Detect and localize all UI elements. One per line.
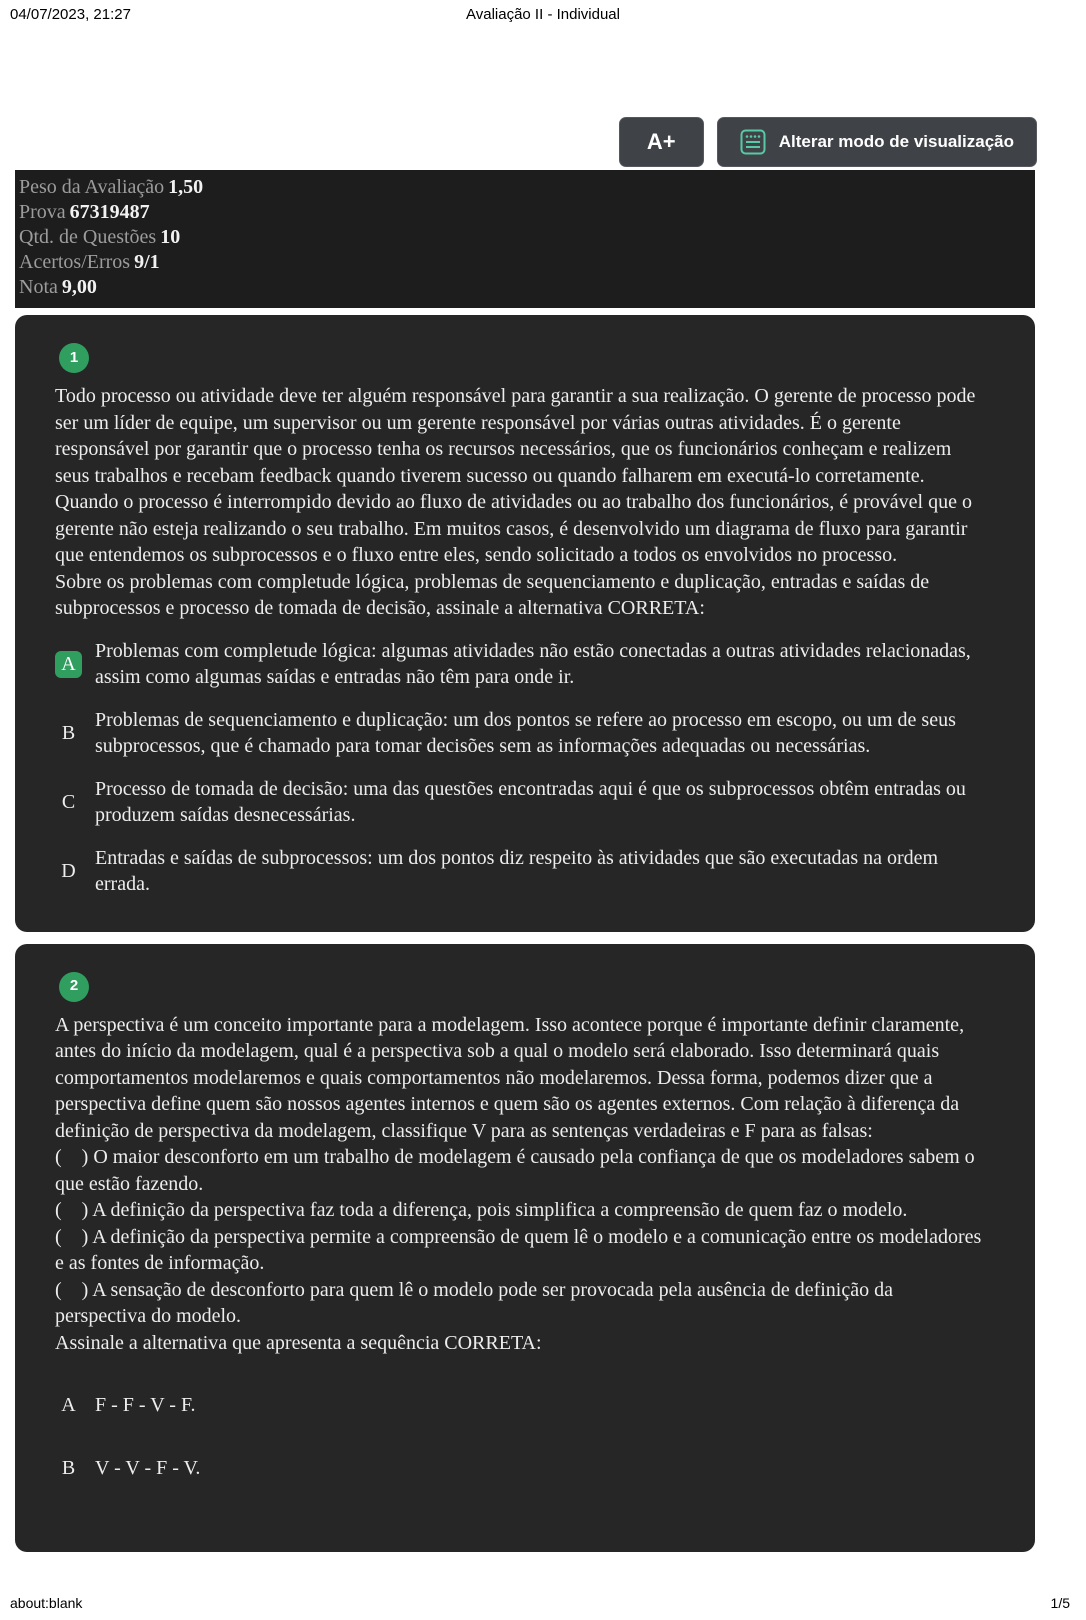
meta-hits-errors: Acertos/Erros 9/1 bbox=[19, 251, 160, 273]
reader-view-icon bbox=[740, 129, 766, 155]
option-letter: C bbox=[61, 790, 76, 813]
vf-statement-4: ( ) A sensação de desconforto para quem lê o modelo pode ser provocada pela ausência de definição da perspectiva do modelo. bbox=[55, 1278, 898, 1327]
answer-option-a[interactable] bbox=[55, 1392, 989, 1419]
answer-option-d[interactable] bbox=[55, 845, 989, 898]
vf-statement-2: ( ) A definição da perspectiva faz toda a diferença, pois simplifica a compreensão de quem faz o modelo. bbox=[55, 1199, 908, 1221]
exam-meta-panel bbox=[15, 170, 1035, 308]
vf-statement-1: ( ) O maior desconforto em um trabalho de modelagem é causado pela confiança de que os modeladores sabem o que estão fazendo. bbox=[55, 1146, 980, 1195]
question-number-badge: 1 bbox=[59, 343, 89, 373]
option-letter: B bbox=[61, 721, 76, 744]
page-number: 1/5 bbox=[1050, 1595, 1070, 1611]
option-letter: A bbox=[55, 651, 82, 678]
option-letter: B bbox=[61, 1457, 76, 1480]
option-text: Problemas de sequenciamento e duplicação: um dos pontos se refere ao processo em escopo, ou um de seus subprocessos, que é chamado para tomar decisões sem as informações adequadas ou necessárias. bbox=[95, 708, 956, 757]
print-footer bbox=[0, 1586, 1086, 1620]
option-text: F - F - V - F. bbox=[95, 1394, 196, 1417]
vf-statement-3: ( ) A definição da perspectiva permite a compreensão de quem lê o modelo e a comunicação entre os modeladores e as fontes de informação. bbox=[55, 1225, 987, 1274]
meta-question-count: Qtd. de Questões 10 bbox=[19, 226, 181, 248]
meta-grade: Nota 9,00 bbox=[19, 276, 97, 298]
font-size-button[interactable]: A+ bbox=[619, 117, 704, 167]
print-title: Avaliação II - Individual bbox=[466, 6, 620, 23]
option-text: Processo de tomada de decisão: uma das questões encontradas aqui é que os subprocessos obtêm entradas ou produzem saídas desnecessárias. bbox=[95, 777, 966, 826]
view-mode-label: Alterar modo de visualização bbox=[778, 132, 1014, 151]
question-number-badge: 2 bbox=[59, 972, 89, 1002]
answer-option-b[interactable] bbox=[55, 707, 989, 760]
print-timestamp: 04/07/2023, 21:27 bbox=[10, 6, 131, 23]
question-card-2 bbox=[15, 944, 1035, 1553]
option-letter: A bbox=[61, 1394, 76, 1417]
exam-content bbox=[15, 170, 1035, 1552]
question-prompt: Sobre os problemas com completude lógica, problemas de sequenciamento e duplicação, entradas e saídas de subprocessos e processo de tomada de decisão, assinale a alternativa CORRETA: bbox=[55, 570, 930, 619]
question-intro: Todo processo ou atividade deve ter alguém responsável para garantir a sua realização. O gerente de processo pode ser um líder de equipe, um supervisor ou um gerente responsável por várias outras atividades. É o gerente responsável por garantir que o processo tenha os recursos necessários, que os funcionários conheçam e realizem seus trabalhos e recebam feedback quando tiverem sucesso ou quando falharem em executá-lo corretamente. Quando o processo é interrompido devido ao fluxo de atividades ou ao trabalho dos funcionários, é provável que o gerente não esteja realizando o seu trabalho. Em muitos casos, é desenvolvido um diagrama de fluxo para garantir que entendemos os subprocessos e o fluxo entre eles, sendo solicitado a todos os envolvidos no processo. bbox=[55, 385, 976, 566]
option-text: Problemas com completude lógica: algumas atividades não estão conectadas a outras atividades relacionadas, assim como algumas saídas e entradas não têm para onde ir. bbox=[95, 639, 971, 688]
question-intro: A perspectiva é um conceito importante para a modelagem. Isso acontece porque é importante definir claramente, antes do início da modelagem, qual é a perspectiva sob a qual o modelo será elaborado. Isso determinará quais comportamentos modelaremos e quais comportamentos não modelaremos. Dessa forma, podemos dizer que a perspectiva define quem são nossos agentes internos e quem são os agentes externos. Com relação à diferença da definição de perspectiva da modelagem, classifique V para as sentenças verdadeiras e F para as falsas: bbox=[55, 1013, 965, 1142]
option-letter: D bbox=[61, 859, 76, 882]
toolbar bbox=[619, 117, 1037, 167]
option-text: Entradas e saídas de subprocessos: um dos pontos diz respeito às atividades que são executadas na ordem errada. bbox=[95, 846, 939, 895]
question-card-1 bbox=[15, 315, 1035, 932]
print-url: about:blank bbox=[10, 1595, 83, 1611]
view-mode-button[interactable] bbox=[717, 117, 1037, 167]
answer-option-c[interactable] bbox=[55, 776, 989, 829]
question-prompt: Assinale a alternativa que apresenta a sequência CORRETA: bbox=[55, 1331, 542, 1354]
answer-option-a[interactable] bbox=[55, 638, 989, 691]
answer-option-b[interactable] bbox=[55, 1455, 989, 1482]
option-text: V - V - F - V. bbox=[95, 1457, 201, 1480]
meta-exam-id: Prova 67319487 bbox=[19, 201, 150, 223]
meta-weight: Peso da Avaliação 1,50 bbox=[19, 176, 204, 198]
print-header bbox=[0, 6, 1086, 28]
